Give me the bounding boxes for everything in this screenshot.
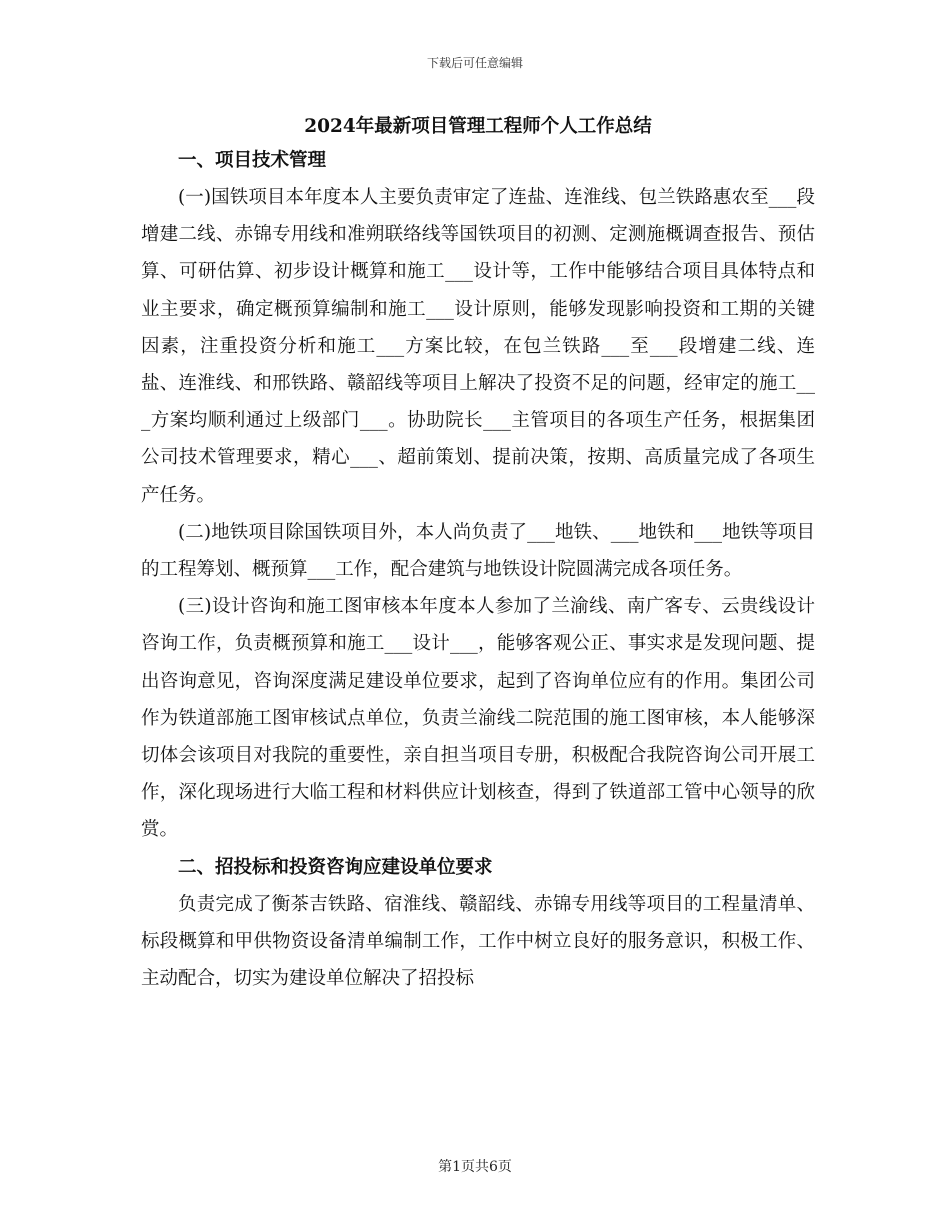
section-1 (141, 142, 815, 849)
paragraph: 负责完成了衡茶吉铁路、宿淮线、赣韶线、赤锦专用线等项目的工程量清单、标段概算和甲供物资设备清单编制工作，工作中树立良好的服务意识，积极工作、主动配合，切实为建设单位解决了招投标 (141, 893, 815, 990)
document-body (141, 112, 815, 997)
page-number: 第1页共6页 (438, 1159, 512, 1175)
section-2 (141, 849, 815, 998)
paragraph: (一)国铁项目本年度本人主要负责审定了连盐、连淮线、包兰铁路惠农至___段增建二线、赤锦专用线和准朔联络线等国铁项目的初测、定测施概调查报告、预估算、可研估算、初步设计概算和施工___设计等，工作中能够结合项目具体特点和业主要求，确定概预算编制和施工___设计原则，能够发现影响投资和工期的关键因素，注重投资分析和施工___方案比较，在包兰铁路___至___段增建二线、连盐、连淮线、和邢铁路、赣韶线等项目上解决了投资不足的问题，经审定的施工___方案均顺利通过上级部门___。协助院长___主管项目的各项生产任务，根据集团公司技术管理要求，精心___、超前策划、提前决策，按期、高质量完成了各项生产任务。 (141, 187, 815, 506)
section-heading: 一、项目技术管理 (178, 150, 327, 171)
section-heading: 二、招投标和投资咨询应建设单位要求 (178, 856, 493, 878)
paragraph: (三)设计咨询和施工图审核本年度本人参加了兰渝线、南广客专、云贵线设计咨询工作，负责概预算和施工___设计___，能够客观公正、事实求是发现问题、提出咨询意见，咨询深度满足建设单位要求，起到了咨询单位应有的作用。集团公司作为铁道部施工图审核试点单位，负责兰渝线二院范围的施工图审核，本人能够深切体会该项目对我院的重要性，亲自担当项目专册，积极配合我院咨询公司开展工作，深化现场进行大临工程和材料供应计划核查，得到了铁道部工管中心领导的欣赏。 (141, 596, 815, 841)
header-note: 下载后可任意编辑 (426, 56, 523, 70)
document-title: 2024年最新项目管理工程师个人工作总结 (304, 116, 652, 137)
paragraph: (二)地铁项目除国铁项目外，本人尚负责了___地铁、___地铁和___地铁等项目的工程筹划、概预算___工作，配合建筑与地铁设计院圆满完成各项任务。 (141, 521, 815, 581)
